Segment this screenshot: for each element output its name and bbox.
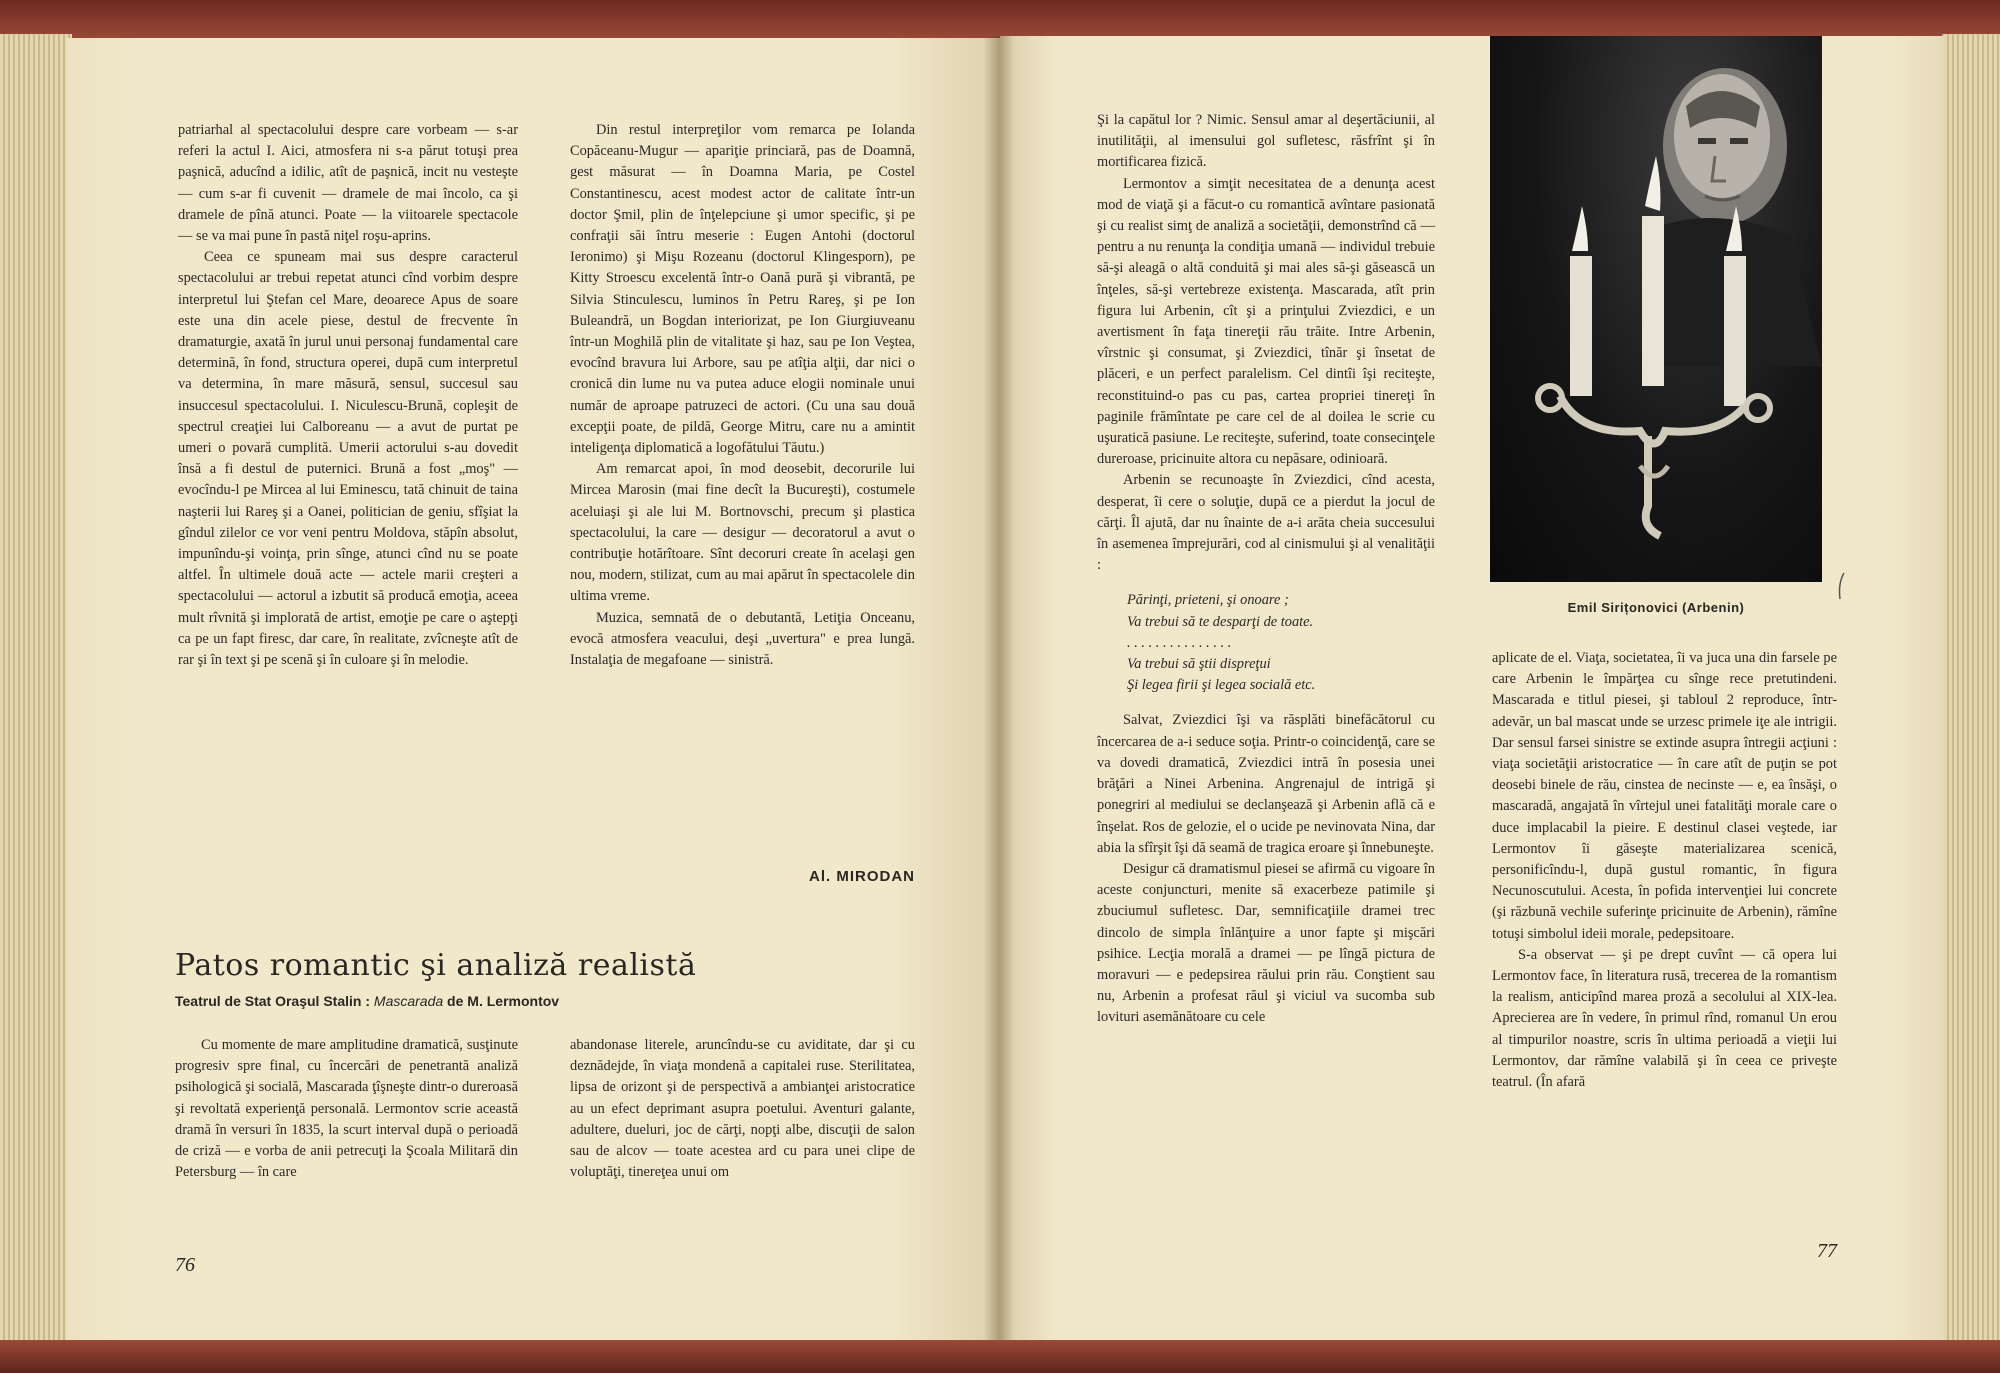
paragraph: Şi la capătul lor ? Nimic. Sensul amar al deşertăciunii, al inutilităţii, al imensului gol sufletesc, răsfrînt şi în mortificarea fizică. (1097, 112, 1435, 171)
page-number-left: 76 (175, 1254, 195, 1276)
page-number-right: 77 (1817, 1240, 1837, 1262)
article-column-2 (570, 1035, 915, 1183)
paragraph: Am remarcat apoi, în mod deosebit, decorurile lui Mircea Marosin (mai fine decît la Bucureşti), costumele aceluiaşi şi ale lui M. Bortnovschi, precum şi plastica spectacolului, la care — desigur — decoratorul a avut o contribuţie hotărîtoare. Sînt decoruri create în acelaşi gen nou, modern, stilizat, cum au mai apărut în spectacolele din ultima vreme. (570, 461, 915, 605)
verse-line: Va trebui să te desparţi de toate. (1127, 613, 1314, 630)
article-headline: Patos romantic şi analiză realistă (175, 948, 697, 983)
paragraph: patriarhal al spectacolului despre care vorbeam — s-ar referi la actul I. Aici, atmosfera ni s-a părut totuşi prea paşnică, aducînd a idilic, atît de paşnică, incit nu vesteşte — cum s-ar fi cuvenit — dramele de mai încolo, ca şi dramele de pînă atunci. Poate — la viitoarele spectacole — se va mai pune în pastă niţel roşu-aprins. (178, 122, 518, 245)
subhead-theatre: Teatrul de Stat Oraşul Stalin : (175, 993, 374, 1009)
paragraph: abandonase literele, aruncîndu-se cu aviditate, dar şi cu deznădejde, în viaţa mondenă a capitalei ruse. Sterilitatea, lipsa de orizont şi de perspectivă a ambianţei aristocratice au un efect deprimant asupra poetului. Aventuri galante, adultere, dueluri, joc de cărţi, nopţi albe, discuţii de salon sau de alcov — toate acestea ard cu para unei clipe de voluptăţi, tinereţea unui om (570, 1037, 915, 1181)
article-column-1 (175, 1035, 518, 1183)
right-page-column-1 (1097, 110, 1435, 1029)
paragraph: Desigur că dramatismul piesei se afirmă cu vigoare în aceste conjuncturi, menite să exacerbeze patimile şi zbuciumul sufletesc. Dar, semnificaţiile dramei trec dincolo de simpla înlănţuire a unor fapte şi mişcări psihice. Lecţia morală a dramei — pe lîngă pictura de moravuri — e pedepsirea răului prin rău. Conştient sau nu, Arbenin a profesat răul şi viciul va sucomba sub lovituri asemănătoare cu cele (1097, 860, 1435, 1026)
paragraph: Lermontov a simţit necesitatea de a denunţa acest mod de viaţă şi a făcut-o cu romantică avîntare pasionată şi cu realist simţ de analiză a societăţii, demonstrînd că — pentru a nu renunţa la condiţia umană — individul trebuie să-şi aleagă o altă conduită şi mai ales să-şi găsească un înţeles, să-şi vertebreze existenţa. Mascarada, atît prin figura lui Arbenin, cît şi a prinţului Zviezdici, e un avertisment în faţa tinereţii rău trăite. Intre Arbenin, vîrstnic şi consumat, şi Zviezdici, tînăr şi însetat de plăceri, e un perfect paralelism. Cel dintîi îşi reciteşte, reconstituind-o pas cu pas, cartea propriei tinereţi în paginile frămîntate pe care cel de al doilea le scrie cu uşuratică pasiune. Le reciteşte, suferind, toate consecinţele dureroase, pricinuite altora cu nepăsare, odinioară. (1097, 175, 1435, 468)
photo-caption: Emil Sirițonovici (Arbenin) (1567, 600, 1745, 615)
paragraph: Ceea ce spuneam mai sus despre caracterul spectacolului ar trebui repetat atunci cînd vorbim despre interpretul lui Ştefan cel Mare, deoarece Apus de soare este una din acele piese, destul de frecvente în dramaturgie, axată în jurul unui personaj fundamental care determină, în fond, structura operei, după cum interpretul va determina, în mare măsură, sensul, succesul sau insuccesul spectacolului. I. Niculescu-Brună, copleşit de spectrul creaţiei lui Calboreanu — a avut de purtat pe umeri o povară cumplită. Umerii actorului s-au dovedit însă a fi destul de puternici. Brună a fost „moş" — evocîndu-l pe Mircea al lui Eminescu, tată chinuit de taina naşterii lui Rareş şi a Oanei, politician de geniu, sfîşiat la gîndul zilelor ce vor veni pentru Moldova, stăpîn absolut, impunîndu-şi voinţa, prin sînge, atunci cînd nu se poate altfel. În ultimele două acte — actele marii creşteri a spectacolului — actorul a izbutit să producă emoţia, aceea mult rîvnită şi implorată de artist, emoţie pe care o aştepţi ca pe un fapt firesc, dar care, în realitate, zvîcneşte atît de rar şi în text şi pe scenă şi în culoare şi în melodie. (178, 249, 518, 669)
book-gutter (984, 36, 1014, 1340)
verse-line: Părinţi, prieteni, şi onoare ; (1127, 592, 1289, 609)
actor-photo (1490, 36, 1822, 582)
paragraph: Salvat, Zviezdici îşi va răsplăti binefăcătorul cu încercarea de a-i seduce soţia. Printr-o coincidenţă, care se va dovedi dramatică, Zviezdici intră în posesia unei brăţări a Ninei Arbenina. Angrenajul de intrigă şi ponegriri al mediului se declanşează şi Arbenin află că e înşelat. Ros de gelozie, el o ucide pe nevinovata Nina, dar abia la sfîrşit îşi dă seamă de tragica eroare şi înnebuneşte. (1097, 712, 1435, 856)
page-stack-right (1942, 34, 2000, 1340)
paragraph: Cu momente de mare amplitudine dramatică, susţinute progresiv spre final, cu încercări de penetrantă analiză psihologică şi socială, Mascarada ţîşneşte dintr-o dureroasă şi revoltată experienţă personală. Lermontov scrie această dramă în versuri în 1835, la scurt interval după o perioadă de criză — e vorba de anii petrecuţi la Şcoala Militară din Petersburg — în care (175, 1037, 518, 1181)
author-signature: Al. MIRODAN (809, 868, 915, 885)
paragraph: S-a observat — şi pe drept cuvînt — că opera lui Lermontov face, în literatura rusă, trecerea de la romantism la realism, anticipînd marea proză a secolului al XIX-lea. Aprecierea are în vedere, în primul rînd, romanul Un erou al timpurilor noastre, scris în ultima perioadă a vieţii lui Lermontov, dar rămîne valabilă şi în ceea ce priveşte teatrul. (În afară (1492, 946, 1837, 1091)
verse-line: Va trebui să ştii dispreţui (1127, 656, 1271, 673)
verse-line: Şi legea firii şi legea socială etc. (1127, 677, 1316, 694)
article-subheading (175, 993, 559, 1009)
paragraph: Din restul interpreţilor vom remarca pe Iolanda Copăceanu-Mugur — apariţie princiară, pas de Doamnă, gest măsurat — în Doamna Maria, pe Costel Constantinescu, acest modest actor de calitate într-un doctor Şmil, plin de înţelepciune şi umor specific, şi pe confraţii săi întru meserie : Eugen Antohi (doctorul Ieronimo) şi Mişu Rozeanu (doctorul Klingesporn), pe Kitty Stroescu excelentă într-o Oană pură şi vibrantă, pe Silvia Stinculescu, luminos în Petru Rareş, şi pe Ion Buleandră, un Bogdan interiorizat, pe Ion Giurgiuveanu într-un Moghilă plin de vitalitate şi haz, sau pe Ion Veştea, evocînd bravura lui Arbore, sau pe atîţia alţii, dar nici o cronică din lume nu va putea aduce elogii nominale unui număr de aproape patruzeci de actori. (Cu una sau două excepţii poate, de pildă, George Mitru, care nu a amintit inteligenţa diplomatică a logofătului Tăutu.) (570, 122, 915, 457)
pen-mark (1834, 571, 1848, 601)
candelabra-portrait-illustration (1490, 36, 1822, 582)
left-page-column-2 (570, 120, 915, 671)
verse-quote (1127, 590, 1435, 696)
subhead-author: de M. Lermontov (443, 993, 560, 1009)
right-page-column-2 (1492, 648, 1837, 1093)
book-binding-bottom (0, 1340, 2000, 1373)
page-stack-left (0, 34, 72, 1340)
verse-line: . . . . . . . . . . . . . . . (1127, 634, 1232, 651)
subhead-play-title: Mascarada (373, 993, 444, 1009)
paragraph: aplicate de el. Viaţa, societatea, îi va juca una din farsele pe care Arbenin le împărţea cu sînge rece pretutindeni. Mascarada e titlul piesei, şi tabloul 2 reproduce, într-adevăr, un bal mascat unde se urzesc primele iţe ale intrigii. Dar sensul farsei sinistre se extinde asupra întregii acţiuni : viaţa societăţii aristocratice — în care atît de puţin se pot deosebi binele de rău, cinstea de necinste — e, ea însăşi, o mascaradă, angajată în vîrtejul unei fatalităţi morale care o duce implacabil la pieire. E destinul clasei veştede, iar Lermontov îi găseşte materializarea scenică, personificîndu-l, după gustul romantic, în figura Necunoscutului. Acesta, în pofida intervenţiei lui concrete (şi răzbună vechile suferinţe pricinuite de Arbenin), rămîne totuşi simbolul ideii morale, pedepsitoare. (1492, 650, 1837, 942)
left-page-column-1 (178, 120, 518, 671)
paragraph: Muzica, semnată de o debutantă, Letiţia Onceanu, evocă atmosfera veacului, deşi „uvertura" e prea lungă. Instalaţia de megafoane — sinistră. (570, 609, 915, 669)
book-binding-top (0, 0, 2000, 40)
paragraph: Arbenin se recunoaşte în Zviezdici, cînd acesta, desperat, îi cere o soluţie, după ce a pierdut la jocul de cărţi. Îl ajută, dar nu înainte de a-i arăta cheia succesului în asemenea împrejurări, cod al cinismului şi al venalităţii : (1097, 472, 1435, 574)
